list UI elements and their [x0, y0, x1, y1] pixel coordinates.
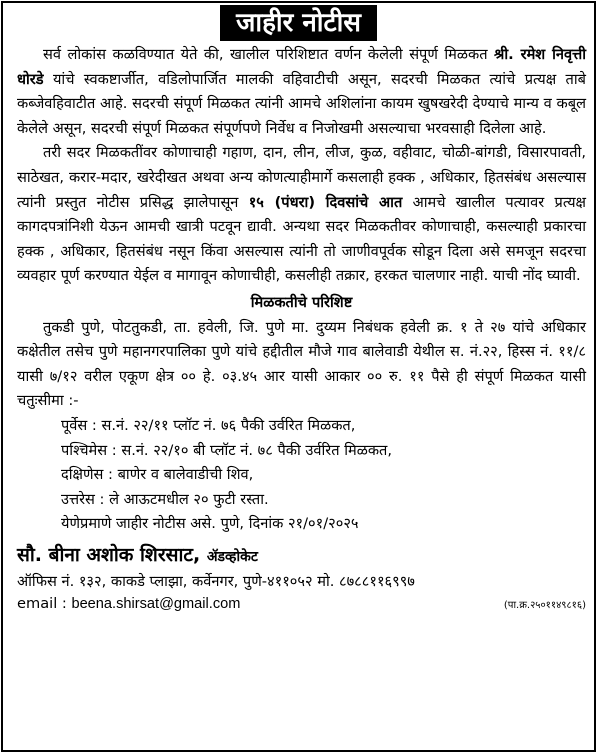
- paragraph-2-text: आमचे खालील पत्यावर प्रत्यक्ष कागदपत्रांनिशी येऊन आमची खात्री पटवून द्यावी. अन्यथा सदर मिळकतीवर कोणाचाही, कसल्याही प्रकारचा हक्क , अधिकार, हितसंबंध नसून किंवा असल्यास त्यांनी तो जाणीवपूर्वक सोडून दिला असे समजून सदरचा व्यवहार पूर्ण करण्यात येईल व मागावून कोणाचीही, कसलीही तक्रार, हरकत चालणार नाही. याची नोंद घ्यावी.: [17, 193, 586, 285]
- closing-line: येणेप्रमाणे जाहीर नोटीस असे. पुणे, दिनांक २१/०१/२०२५: [61, 515, 359, 533]
- paragraph-2: [17, 141, 586, 289]
- advocate-signature: [17, 541, 586, 571]
- paragraph-2-intro: तरी सदर मिळकतींवर कोणाचाही गहाण, दान, लीन, लीज, कुळ, वहीवाट, चोळी-बांगडी, विसारपावती, साठेखत, करार-मदार, खरेदीखत अथवा अन्य कोणत्याहीमार्गे कसलाही हक्क , अधिकार, हितसंबंध असल्यास त्यांनी प्रस्तुत नोटीस प्रसिद्ध झालेपासून: [17, 144, 586, 211]
- paragraph-1-intro: सर्व लोकांस कळविण्यात येते की, खालील परिशिष्टात वर्णन केलेली संपूर्ण मिळकत: [43, 46, 495, 63]
- owner-name: श्री. रमेश निवृत्ती धोरडे: [17, 46, 587, 88]
- paragraph-1-text: यांचे स्वकष्टार्जीत, वडिलोपार्जित मालकी वहिवाटीची असून, सदरची मिळकत त्यांचे प्रत्यक्ष ताबे कब्जेवहिवाटीत आहे. सदरची संपूर्ण मिळकत त्यांनी आमचे अशिलांना कायम खुषखरेदी देण्याचे मान्य व कबूल केलेले असून, सदरची संपूर्ण मिळकत संपूर्णपणे निर्वेध व निजोखमी असल्याचा भरवसाही दिलेला आहे.: [17, 70, 586, 137]
- email-label: email :: [17, 594, 67, 612]
- advocate-name: सौ. बीना अशोक शिरसाट,: [17, 543, 201, 566]
- boundary-south: दक्षिणेस : बाणेर व बालेवाडीची शिव,: [61, 466, 254, 484]
- notice-title: जाहीर नोटीस: [220, 5, 377, 41]
- advocate-address: ऑफिस नं. १३२, काकडे प्लाझा, कर्वेनगर, पुणे-४११०५२ मो. ८७८८११६९९७: [17, 572, 415, 590]
- notice-body: [3, 43, 594, 617]
- paragraph-1: [17, 43, 586, 141]
- title-bar: [3, 3, 594, 43]
- boundary-west: पश्चिमेस : स.नं. २२/१० बी प्लॉट नं. ७८ पैकी उर्वरित मिळकत,: [61, 441, 392, 459]
- boundary-east: पूर्वेस : स.नं. २२/११ प्लॉट नं. ७६ पैकी उर्वरित मिळकत,: [61, 416, 356, 434]
- email-link[interactable]: beena.shirsat@gmail.com: [71, 595, 241, 612]
- deadline-text: १५ (पंधरा) दिवसांचे आत: [248, 193, 403, 211]
- boundary-north: उत्तरेस : ले आऊटमधील २० फुटी रस्ता.: [61, 490, 269, 508]
- email-row: [17, 593, 586, 617]
- schedule-description: तुकडी पुणे, पोटतुकडी, ता. हवेली, जि. पुणे मा. दुय्यम निबंधक हवेली क्र. १ ते २७ यांचे अधिकार कक्षेतील तसेच पुणे महानगरपालिका पुणे यांचे हद्दीतील मौजे गाव बालेवाडी येथील स. नं.२२, हिस्स नं. ११/८ यासी ७/१२ वरील एकूण क्षेत्र ०० हे. ०३.४५ आर यासी आकार ०० रु. ११ पैसे ही संपूर्ण मिळकत यासी चतुःसीमा :-: [17, 318, 586, 410]
- schedule-heading: मिळकतीचे परिशिष्ट: [250, 293, 353, 311]
- advocate-role: ॲडव्होकेट: [206, 548, 258, 565]
- publication-reference: (पा.क्र.२५०११४९८१६): [503, 599, 586, 611]
- public-notice: [1, 1, 596, 752]
